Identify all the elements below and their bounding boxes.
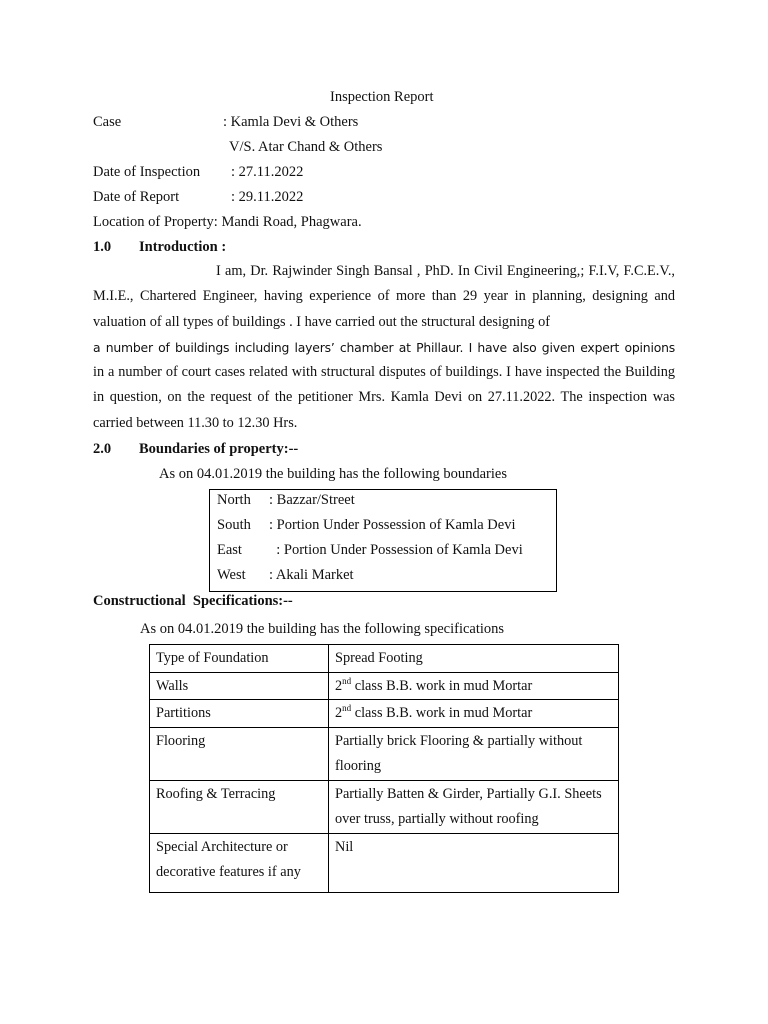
report-date-value: : 29.11.2022 xyxy=(231,189,304,205)
section-2-heading: Boundaries of property:-- xyxy=(139,441,299,457)
section-2-number: 2.0 xyxy=(93,441,112,457)
spec-item: Type of Foundation xyxy=(150,645,329,673)
table-row xyxy=(150,645,619,673)
boundary-value: : Bazzar/Street xyxy=(269,492,355,508)
boundary-row xyxy=(217,541,523,559)
boundary-row xyxy=(217,491,355,509)
introduction-paragraph xyxy=(93,259,675,436)
boundaries-box xyxy=(209,489,557,592)
inspection-date-label: Date of Inspection xyxy=(93,164,201,180)
boundary-row xyxy=(217,516,515,534)
inspection-date-value: : 27.11.2022 xyxy=(231,164,304,180)
boundary-value: : Portion Under Possession of Kamla Devi xyxy=(269,517,516,533)
spec-value: Spread Footing xyxy=(329,645,619,673)
boundary-direction: East xyxy=(217,542,242,558)
boundary-value: : Akali Market xyxy=(269,567,354,583)
spec-value: Nil xyxy=(329,833,619,892)
boundary-direction: West xyxy=(217,567,246,583)
report-date-label: Date of Report xyxy=(93,189,180,205)
spec-value: 2nd class B.B. work in mud Mortar xyxy=(329,672,619,700)
intro-text-part2: a number of buildings including layers’ chamber at Phillaur. I have also given expert opinions xyxy=(93,339,675,355)
spec-value: Partially Batten & Girder, Partially G.I. Sheets over truss, partially without roofing xyxy=(329,780,619,833)
specifications-intro: As on 04.01.2019 the building has the following specifications xyxy=(140,621,505,637)
boundaries-intro: As on 04.01.2019 the building has the following boundaries xyxy=(159,466,507,482)
boundary-value: : Portion Under Possession of Kamla Devi xyxy=(269,542,523,558)
case-value-versus: V/S. Atar Chand & Others xyxy=(229,139,383,155)
spec-item: Roofing & Terracing xyxy=(150,780,329,833)
table-row xyxy=(150,672,619,700)
case-label: Case xyxy=(93,114,122,130)
table-row xyxy=(150,727,619,780)
specifications-heading: Constructional Specifications:-- xyxy=(93,593,293,609)
spec-item: Special Architecture or decorative features if any xyxy=(150,833,329,892)
property-location: Location of Property: Mandi Road, Phagwara. xyxy=(93,214,362,230)
page-title: Inspection Report xyxy=(330,89,434,105)
table-row xyxy=(150,700,619,728)
boundary-direction: North xyxy=(217,492,251,508)
table-row xyxy=(150,780,619,833)
boundary-row xyxy=(217,566,354,584)
spec-item: Partitions xyxy=(150,700,329,728)
section-1-heading: Introduction : xyxy=(139,239,227,255)
spec-value: Partially brick Flooring & partially without flooring xyxy=(329,727,619,780)
intro-text-part3: in a number of court cases related with structural disputes of buildings. I have inspected the Building in question, on the request of the petitioner Mrs. Kamla Devi on 27.11.2022. The inspection was carried between 11.30 to 12.30 Hrs. xyxy=(93,364,675,431)
spec-item: Flooring xyxy=(150,727,329,780)
specifications-table xyxy=(149,644,619,893)
table-row xyxy=(150,833,619,892)
spec-value: 2nd class B.B. work in mud Mortar xyxy=(329,700,619,728)
section-1-number: 1.0 xyxy=(93,239,112,255)
intro-text-part1: I am, Dr. Rajwinder Singh Bansal , PhD. In Civil Engineering,; F.I.V, F.C.E.V., M.I.E., Chartered Engineer, having experience of more than 29 year in planning, designing and valuation of all types of buildings . I have carried out the structural designing of xyxy=(93,263,675,330)
case-value: : Kamla Devi & Others xyxy=(223,114,359,130)
spec-item: Walls xyxy=(150,672,329,700)
boundary-direction: South xyxy=(217,517,251,533)
